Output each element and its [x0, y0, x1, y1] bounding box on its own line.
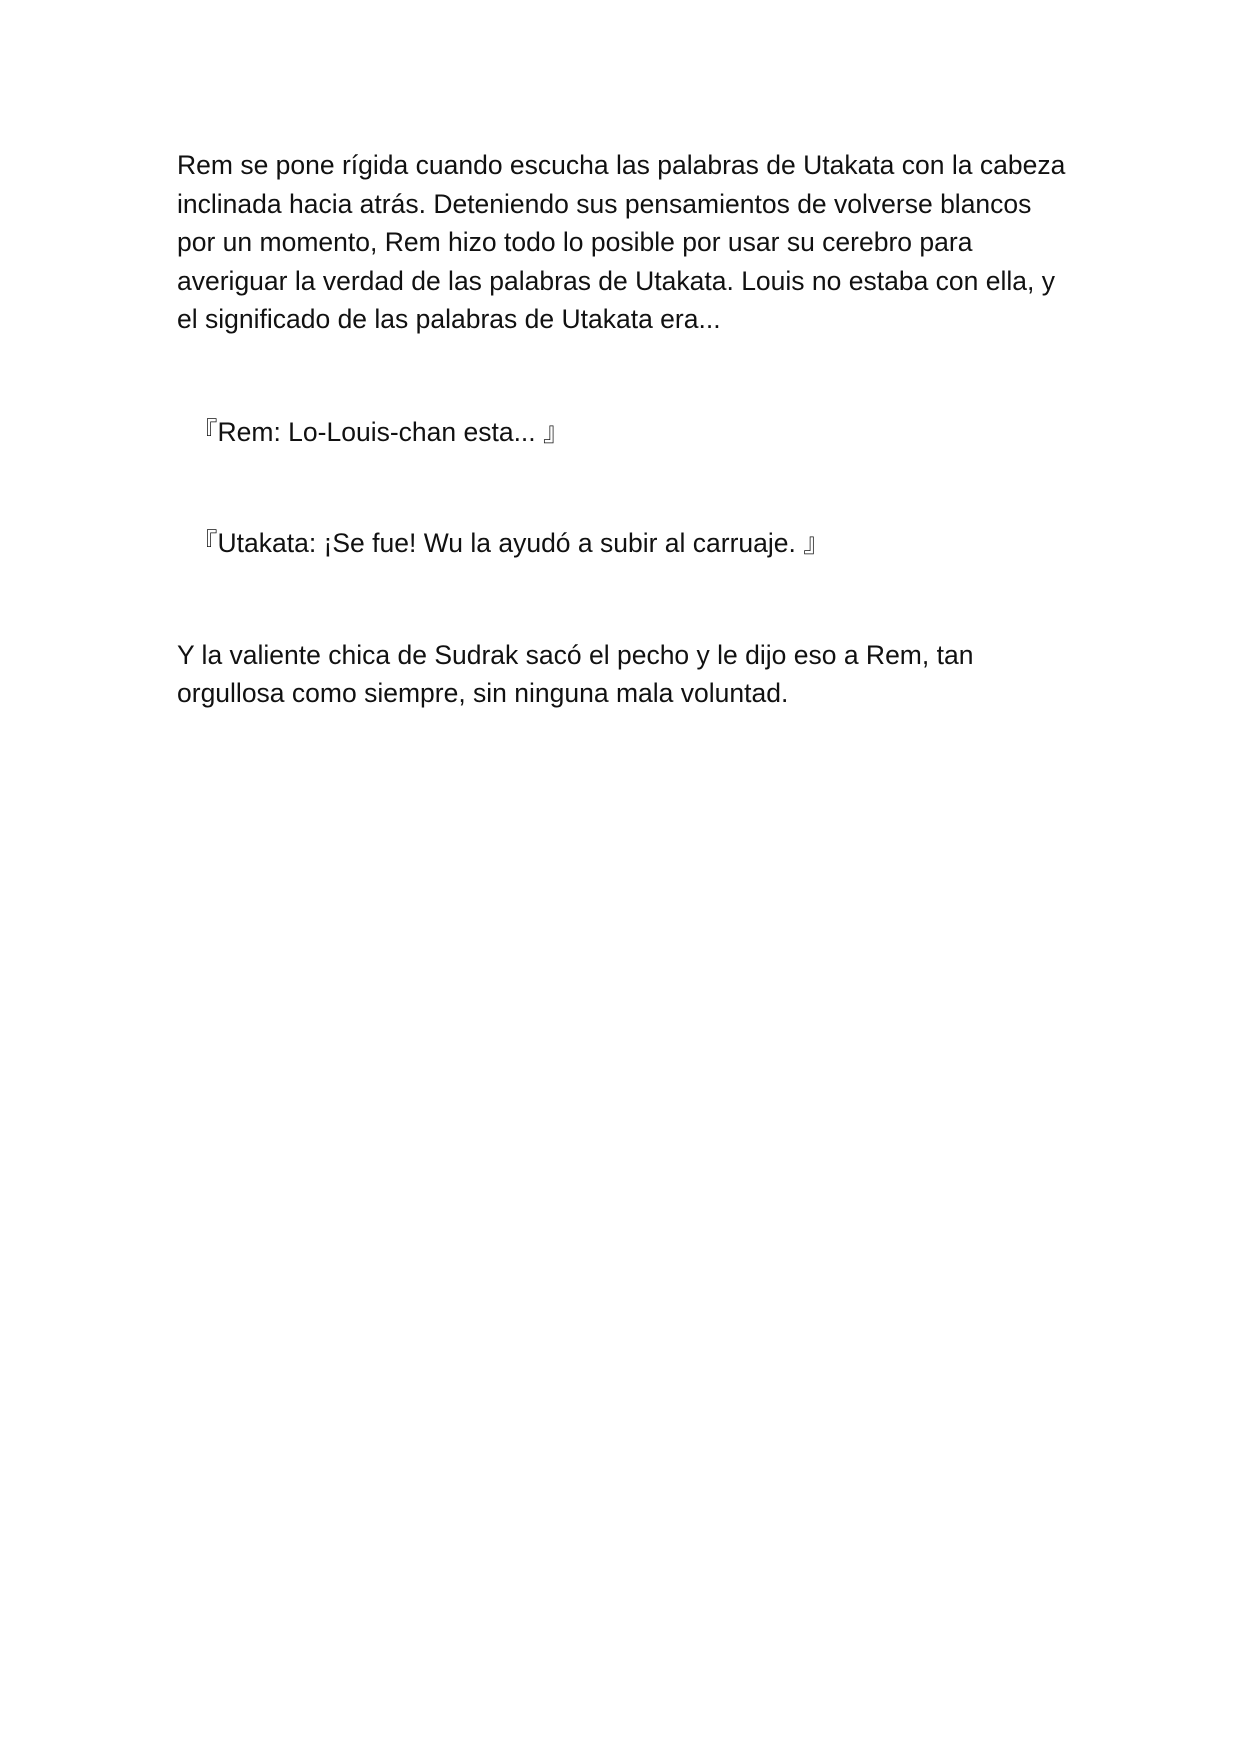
text-line: inclinada hacia atrás. Deteniendo sus pensamientos de volverse blancos — [177, 188, 1032, 219]
text-line: averiguar la verdad de las palabras de Utakata. Louis no estaba con ella, y — [177, 265, 1055, 296]
paragraph-closing — [177, 636, 1077, 713]
dialogue-line-rem: 『Rem: Lo-Louis-chan esta... 』 — [191, 416, 570, 447]
paragraph-intro — [177, 146, 1077, 339]
dialogue-line-utakata: 『Utakata: ¡Se fue! Wu la ayudó a subir al carruaje. 』 — [191, 528, 830, 558]
document-body — [177, 146, 1077, 713]
text-line: el significado de las palabras de Utakata era... — [177, 304, 721, 334]
text-line: Rem se pone rígida cuando escucha las palabras de Utakata con la cabeza — [177, 150, 1066, 180]
text-line: orgullosa como siempre, sin ninguna mala voluntad. — [177, 678, 789, 708]
text-line: Y la valiente chica de Sudrak sacó el pecho y le dijo eso a Rem, tan — [177, 639, 974, 670]
text-line: por un momento, Rem hizo todo lo posible por usar su cerebro para — [177, 227, 973, 257]
